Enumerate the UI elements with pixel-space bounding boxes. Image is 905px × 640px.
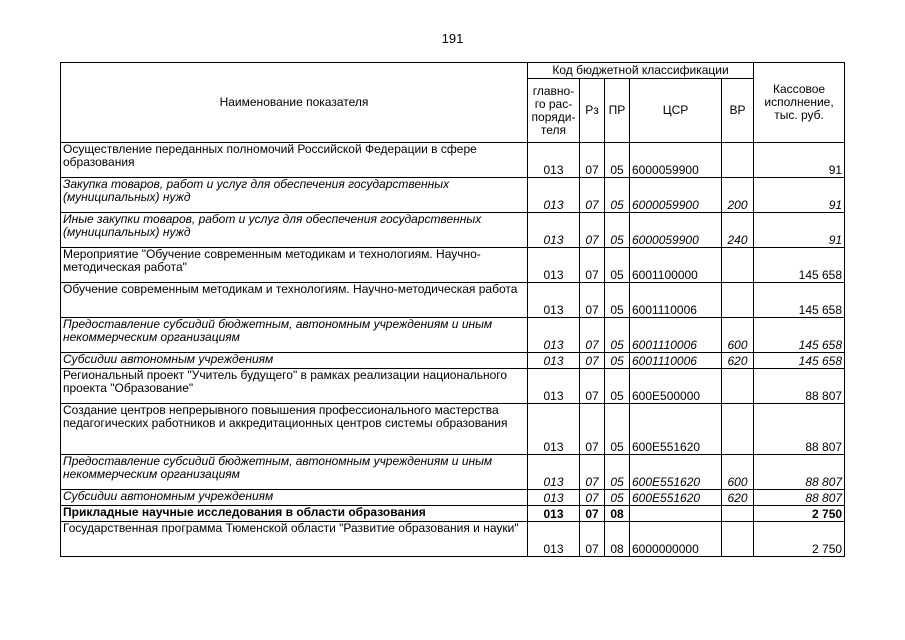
row-vr: [722, 143, 754, 178]
row-csr: 6001110006: [630, 283, 722, 318]
row-vr: [722, 522, 754, 557]
row-csr: [630, 506, 722, 522]
table-row: [61, 318, 845, 353]
header-vr: ВР: [722, 79, 754, 143]
header-pr: ПР: [605, 79, 630, 143]
row-vr: [722, 404, 754, 455]
row-name: Обучение современным методикам и технологиям. Научно-методическая работа: [61, 283, 528, 318]
row-glava: 013: [528, 353, 580, 369]
row-vr: 200: [722, 178, 754, 213]
row-glava: 013: [528, 369, 580, 404]
row-rz: 07: [580, 213, 605, 248]
row-rz: 07: [580, 404, 605, 455]
row-vr: 600: [722, 455, 754, 490]
row-glava: 013: [528, 404, 580, 455]
row-name: Предоставление субсидий бюджетным, автономным учреждениям и иным некоммерческим организациям: [61, 318, 528, 353]
header-glava: главно-го рас-поряди-теля: [528, 79, 580, 143]
row-glava: 013: [528, 213, 580, 248]
row-rz: 07: [580, 506, 605, 522]
header-rz: Рз: [580, 79, 605, 143]
table-row: [61, 143, 845, 178]
table-row: [61, 506, 845, 522]
row-rz: 07: [580, 490, 605, 506]
row-vr: 600: [722, 318, 754, 353]
row-glava: 013: [528, 318, 580, 353]
row-pr: 05: [605, 353, 630, 369]
row-amount: 145 658: [754, 283, 845, 318]
table-row: [61, 369, 845, 404]
budget-table: [60, 62, 845, 557]
table-row: [61, 283, 845, 318]
row-amount: 2 750: [754, 506, 845, 522]
row-pr: 05: [605, 318, 630, 353]
row-glava: 013: [528, 522, 580, 557]
row-glava: 013: [528, 455, 580, 490]
row-name: Субсидии автономным учреждениям: [61, 353, 528, 369]
row-glava: 013: [528, 178, 580, 213]
row-rz: 07: [580, 455, 605, 490]
row-pr: 05: [605, 404, 630, 455]
row-glava: 013: [528, 283, 580, 318]
row-amount: 88 807: [754, 455, 845, 490]
row-rz: 07: [580, 178, 605, 213]
row-name: Закупка товаров, работ и услуг для обеспечения государственных (муниципальных) нужд: [61, 178, 528, 213]
row-name: Государственная программа Тюменской области "Развитие образования и науки": [61, 522, 528, 557]
row-amount: 88 807: [754, 490, 845, 506]
table-row: [61, 522, 845, 557]
table-body: [61, 143, 845, 557]
row-pr: 08: [605, 522, 630, 557]
row-name: Субсидии автономным учреждениям: [61, 490, 528, 506]
row-vr: [722, 283, 754, 318]
row-glava: 013: [528, 248, 580, 283]
row-glava: 013: [528, 506, 580, 522]
row-name: Прикладные научные исследования в области образования: [61, 506, 528, 522]
table-row: [61, 248, 845, 283]
row-pr: 08: [605, 506, 630, 522]
row-pr: 05: [605, 283, 630, 318]
row-vr: [722, 248, 754, 283]
row-pr: 05: [605, 369, 630, 404]
row-name: Предоставление субсидий бюджетным, автономным учреждениям и иным некоммерческим организациям: [61, 455, 528, 490]
row-name: Мероприятие "Обучение современным методикам и технологиям. Научно-методическая работа": [61, 248, 528, 283]
row-amount: 2 750: [754, 522, 845, 557]
table-row: [61, 490, 845, 506]
row-pr: 05: [605, 213, 630, 248]
table-row: [61, 178, 845, 213]
row-amount: 88 807: [754, 404, 845, 455]
row-glava: 013: [528, 143, 580, 178]
row-vr: 240: [722, 213, 754, 248]
header-amount: Кассовое исполнение, тыс. руб.: [754, 63, 845, 143]
table-row: [61, 213, 845, 248]
row-pr: 05: [605, 143, 630, 178]
row-pr: 05: [605, 178, 630, 213]
row-glava: 013: [528, 490, 580, 506]
table-row: [61, 455, 845, 490]
header-csr: ЦСР: [630, 79, 722, 143]
row-rz: 07: [580, 143, 605, 178]
row-rz: 07: [580, 318, 605, 353]
row-pr: 05: [605, 455, 630, 490]
row-vr: 620: [722, 353, 754, 369]
row-name: Создание центров непрерывного повышения профессионального мастерства педагогических работников и аккредитационных центров системы образования: [61, 404, 528, 455]
table-row: [61, 353, 845, 369]
row-csr: 6000059900: [630, 143, 722, 178]
row-vr: 620: [722, 490, 754, 506]
page-number: 191: [441, 31, 464, 46]
row-amount: 145 658: [754, 318, 845, 353]
row-rz: 07: [580, 283, 605, 318]
header-name: Наименование показателя: [61, 63, 528, 143]
row-csr: 600E551620: [630, 490, 722, 506]
row-amount: 91: [754, 178, 845, 213]
row-vr: [722, 369, 754, 404]
row-amount: 91: [754, 143, 845, 178]
row-pr: 05: [605, 248, 630, 283]
row-csr: 6001100000: [630, 248, 722, 283]
row-csr: 600E551620: [630, 455, 722, 490]
row-rz: 07: [580, 353, 605, 369]
row-rz: 07: [580, 369, 605, 404]
row-amount: 91: [754, 213, 845, 248]
row-vr: [722, 506, 754, 522]
row-csr: 600E500000: [630, 369, 722, 404]
row-name: Региональный проект "Учитель будущего" в рамках реализации национального проекта "Образование": [61, 369, 528, 404]
table-row: [61, 404, 845, 455]
header-budget-code: Код бюджетной классификации: [528, 63, 754, 79]
row-name: Иные закупки товаров, работ и услуг для обеспечения государственных (муниципальных) нужд: [61, 213, 528, 248]
row-csr: 600E551620: [630, 404, 722, 455]
row-csr: 6000059900: [630, 178, 722, 213]
row-csr: 6001110006: [630, 318, 722, 353]
row-csr: 6000059900: [630, 213, 722, 248]
row-rz: 07: [580, 522, 605, 557]
row-csr: 6000000000: [630, 522, 722, 557]
row-amount: 145 658: [754, 353, 845, 369]
row-name: Осуществление переданных полномочий Российской Федерации в сфере образования: [61, 143, 528, 178]
row-csr: 6001110006: [630, 353, 722, 369]
row-pr: 05: [605, 490, 630, 506]
row-amount: 145 658: [754, 248, 845, 283]
row-rz: 07: [580, 248, 605, 283]
row-amount: 88 807: [754, 369, 845, 404]
